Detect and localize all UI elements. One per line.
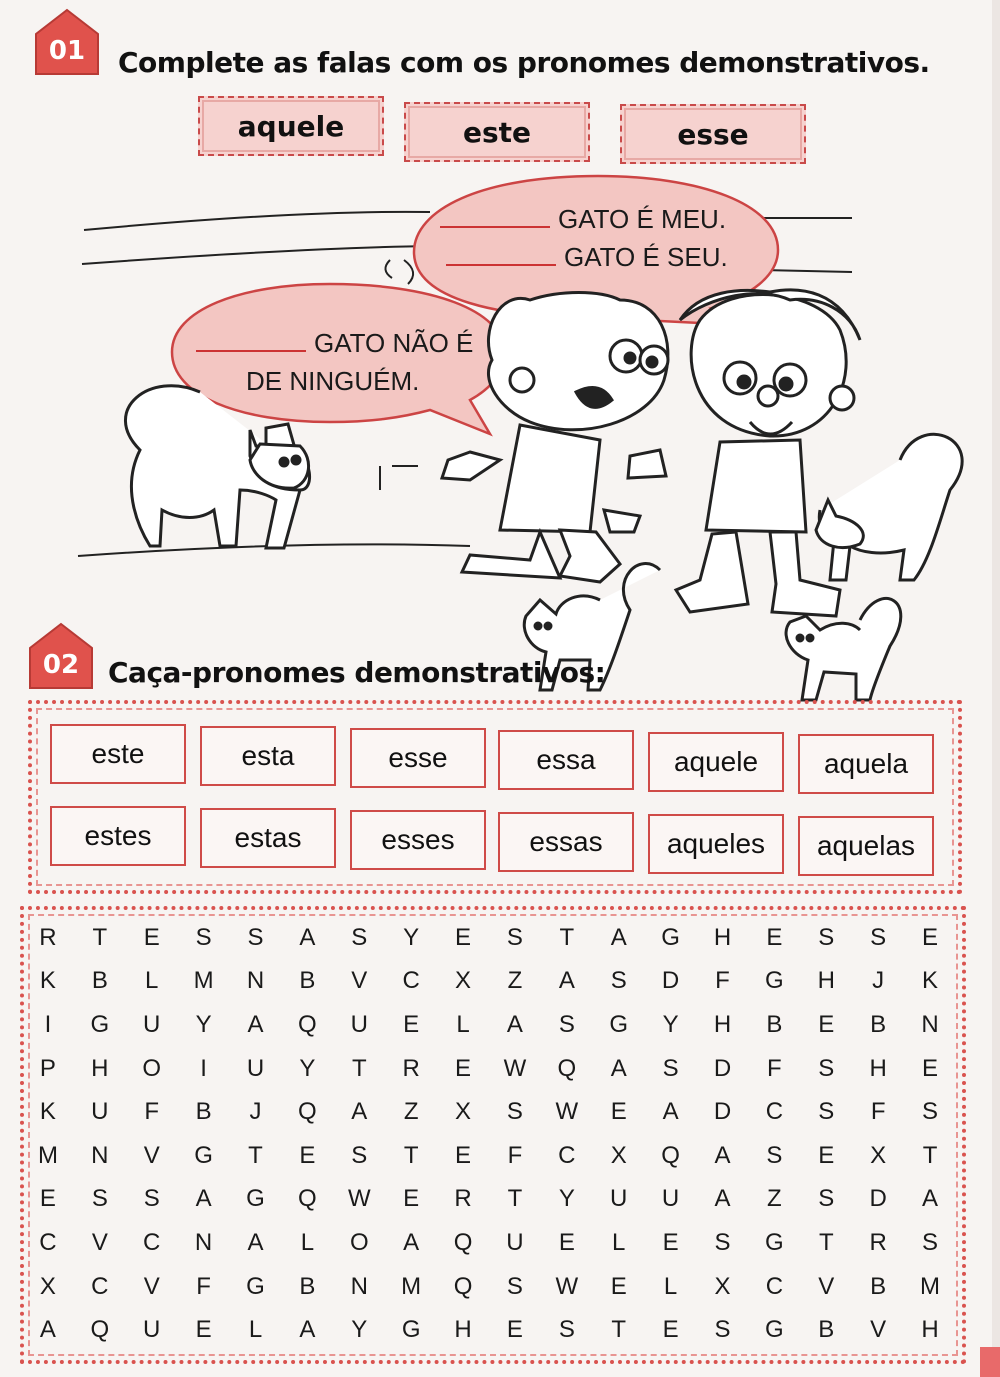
grid-letter[interactable]: N bbox=[194, 1228, 213, 1256]
grid-letter[interactable]: V bbox=[818, 1272, 835, 1300]
grid-letter[interactable]: X bbox=[714, 1272, 731, 1300]
grid-letter[interactable]: V bbox=[351, 967, 368, 995]
grid-letter[interactable]: D bbox=[713, 1054, 732, 1082]
grid-letter[interactable]: U bbox=[143, 1010, 161, 1038]
speech-right-line-1 bbox=[440, 204, 726, 235]
grid-letter[interactable]: T bbox=[559, 923, 575, 951]
grid-letter[interactable]: H bbox=[91, 1054, 109, 1082]
grid-letter[interactable]: M bbox=[37, 1141, 58, 1169]
grid-letter[interactable]: F bbox=[715, 967, 730, 995]
grid-letter[interactable]: E bbox=[922, 1054, 939, 1082]
grid-letter[interactable]: T bbox=[922, 1141, 938, 1169]
grid-letter[interactable]: Y bbox=[558, 1185, 575, 1213]
grid-letter[interactable]: R bbox=[869, 1228, 887, 1256]
grid-letter[interactable]: R bbox=[454, 1185, 472, 1213]
grid-letter[interactable]: E bbox=[455, 1141, 472, 1169]
grid-letter[interactable]: Y bbox=[351, 1316, 368, 1344]
grid-letter[interactable]: X bbox=[455, 967, 472, 995]
speech-left-text-1: GATO NÃO É bbox=[314, 328, 474, 358]
grid-letter[interactable]: S bbox=[506, 923, 523, 951]
grid-letter[interactable]: G bbox=[765, 1316, 784, 1344]
pronoun-box: aquelas bbox=[798, 816, 934, 876]
grid-letter[interactable]: Y bbox=[299, 1054, 316, 1082]
grid-letter[interactable]: A bbox=[403, 1228, 420, 1256]
exercise-2-title: Caça-pronomes demonstrativos: bbox=[108, 656, 606, 689]
exercise-1-title: Complete as falas com os pronomes demonstrativos. bbox=[118, 46, 930, 79]
grid-letter[interactable]: L bbox=[456, 1010, 470, 1038]
grid-letter[interactable]: S bbox=[558, 1316, 575, 1344]
grid-letter[interactable]: X bbox=[455, 1098, 472, 1126]
grid-letter[interactable]: U bbox=[610, 1185, 628, 1213]
grid-letter[interactable]: A bbox=[558, 967, 575, 995]
grid-letter[interactable]: B bbox=[299, 967, 316, 995]
grid-letter[interactable]: H bbox=[454, 1316, 472, 1344]
grid-letter[interactable]: B bbox=[870, 1272, 887, 1300]
grid-letter[interactable]: Y bbox=[195, 1010, 212, 1038]
grid-letter[interactable]: O bbox=[142, 1054, 162, 1082]
grid-letter[interactable]: Q bbox=[661, 1141, 680, 1169]
grid-letter[interactable]: B bbox=[818, 1316, 835, 1344]
grid-letter[interactable]: Y bbox=[403, 923, 420, 951]
pronoun-box: aquele bbox=[648, 732, 784, 792]
pronoun-box: esses bbox=[350, 810, 486, 870]
grid-letter[interactable]: E bbox=[662, 1316, 679, 1344]
grid-letter[interactable]: A bbox=[247, 1010, 264, 1038]
grid-letter[interactable]: D bbox=[713, 1098, 732, 1126]
grid-letter[interactable]: T bbox=[351, 1054, 367, 1082]
grid-letter[interactable]: V bbox=[143, 1272, 160, 1300]
grid-letter[interactable]: S bbox=[91, 1185, 108, 1213]
grid-letter[interactable]: C bbox=[558, 1141, 576, 1169]
grid-letter[interactable]: H bbox=[713, 1010, 732, 1038]
grid-letter[interactable]: S bbox=[714, 1228, 731, 1256]
grid-letter[interactable]: I bbox=[200, 1054, 207, 1082]
speech-right-text-2: GATO É SEU. bbox=[564, 242, 728, 272]
grid-letter[interactable]: Q bbox=[90, 1316, 110, 1344]
grid-letter[interactable]: F bbox=[144, 1098, 160, 1126]
grid-letter[interactable]: V bbox=[870, 1316, 887, 1344]
exercise-2-badge bbox=[28, 622, 94, 690]
speech-right-line-2 bbox=[446, 242, 728, 273]
exercise-1-badge bbox=[34, 8, 100, 76]
pronoun-box: estes bbox=[50, 806, 186, 866]
grid-letter[interactable]: Q bbox=[557, 1054, 577, 1082]
grid-letter[interactable]: H bbox=[921, 1316, 939, 1344]
grid-letter[interactable]: B bbox=[766, 1010, 783, 1038]
grid-letter[interactable]: S bbox=[351, 1141, 368, 1169]
grid-letter[interactable]: L bbox=[612, 1228, 626, 1256]
grid-letter[interactable]: P bbox=[39, 1054, 56, 1082]
grid-letter[interactable]: A bbox=[247, 1228, 264, 1256]
grid-letter[interactable]: E bbox=[558, 1228, 575, 1256]
grid-letter[interactable]: E bbox=[506, 1316, 523, 1344]
grid-letter[interactable]: S bbox=[558, 1010, 575, 1038]
grid-letter[interactable]: S bbox=[662, 1054, 679, 1082]
grid-letter[interactable]: A bbox=[39, 1316, 56, 1344]
grid-letter[interactable]: S bbox=[818, 1098, 835, 1126]
grid-letter[interactable]: S bbox=[766, 1141, 783, 1169]
grid-letter[interactable]: G bbox=[90, 1010, 110, 1038]
grid-letter[interactable]: X bbox=[610, 1141, 627, 1169]
grid-letter[interactable]: E bbox=[403, 1185, 420, 1213]
grid-letter[interactable]: T bbox=[92, 923, 108, 951]
grid-letter[interactable]: G bbox=[609, 1010, 629, 1038]
grid-letter[interactable]: C bbox=[765, 1098, 784, 1126]
grid-letter[interactable]: S bbox=[506, 1098, 523, 1126]
grid-letter[interactable]: V bbox=[143, 1141, 160, 1169]
grid-letter[interactable]: T bbox=[818, 1228, 834, 1256]
pronoun-box: esta bbox=[200, 726, 336, 786]
grid-letter[interactable]: S bbox=[351, 923, 368, 951]
grid-letter[interactable]: N bbox=[350, 1272, 368, 1300]
grid-letter[interactable]: Z bbox=[507, 967, 523, 995]
grid-letter[interactable]: C bbox=[402, 967, 420, 995]
grid-letter[interactable]: A bbox=[610, 923, 627, 951]
grid-letter[interactable]: Y bbox=[662, 1010, 679, 1038]
grid-letter[interactable]: Q bbox=[453, 1228, 473, 1256]
grid-letter[interactable]: E bbox=[922, 923, 939, 951]
grid-letter[interactable]: Q bbox=[453, 1272, 473, 1300]
word-search-grid bbox=[22, 916, 956, 1352]
pronoun-box: aqueles bbox=[648, 814, 784, 874]
grid-letter[interactable]: L bbox=[248, 1316, 263, 1344]
exercise-2-number: 02 bbox=[42, 650, 80, 680]
speech-left-text-2: DE NINGUÉM. bbox=[246, 366, 420, 396]
grid-letter[interactable]: W bbox=[555, 1272, 579, 1300]
grid-letter[interactable]: G bbox=[661, 923, 680, 951]
grid-letter[interactable]: S bbox=[818, 1185, 835, 1213]
grid-letter[interactable]: L bbox=[663, 1272, 678, 1300]
grid-letter[interactable]: S bbox=[714, 1316, 731, 1344]
grid-letter[interactable]: A bbox=[610, 1054, 627, 1082]
grid-letter[interactable]: U bbox=[246, 1054, 265, 1082]
grid-letter[interactable]: E bbox=[818, 1141, 835, 1169]
grid-letter[interactable]: C bbox=[765, 1272, 784, 1300]
grid-letter[interactable]: M bbox=[920, 1272, 941, 1300]
grid-letter[interactable]: A bbox=[351, 1098, 368, 1126]
grid-letter[interactable]: Q bbox=[298, 1010, 317, 1038]
grid-letter[interactable]: A bbox=[714, 1185, 731, 1213]
page-edge bbox=[992, 0, 1000, 1377]
grid-letter[interactable]: M bbox=[193, 967, 214, 995]
grid-letter[interactable]: R bbox=[39, 923, 57, 951]
grid-letter[interactable]: B bbox=[91, 967, 108, 995]
grid-letter[interactable]: V bbox=[91, 1228, 108, 1256]
grid-letter[interactable]: A bbox=[506, 1010, 523, 1038]
grid-letter[interactable]: T bbox=[248, 1141, 263, 1169]
grid-letter[interactable]: T bbox=[403, 1141, 419, 1169]
grid-letter[interactable]: S bbox=[247, 923, 264, 951]
pronoun-box: aquela bbox=[798, 734, 934, 794]
grid-letter[interactable]: U bbox=[91, 1098, 109, 1126]
grid-letter[interactable]: U bbox=[143, 1316, 161, 1344]
speech-right-text-1: GATO É MEU. bbox=[558, 204, 727, 234]
grid-letter[interactable]: S bbox=[195, 923, 212, 951]
grid-letter[interactable]: W bbox=[347, 1185, 371, 1213]
grid-letter[interactable]: E bbox=[195, 1316, 212, 1344]
grid-letter[interactable]: H bbox=[713, 923, 732, 951]
pronoun-box: este bbox=[50, 724, 186, 784]
pronoun-box: essa bbox=[498, 730, 634, 790]
grid-letter[interactable]: E bbox=[455, 923, 472, 951]
grid-letter[interactable]: J bbox=[872, 967, 885, 995]
grid-letter[interactable]: E bbox=[766, 923, 783, 951]
grid-letter[interactable]: D bbox=[661, 967, 680, 995]
grid-letter[interactable]: I bbox=[44, 1010, 52, 1038]
grid-letter[interactable]: G bbox=[765, 967, 784, 995]
grid-letter[interactable]: L bbox=[145, 967, 159, 995]
word-bank-item: este bbox=[404, 102, 590, 162]
grid-letter[interactable]: T bbox=[507, 1185, 523, 1213]
grid-letter[interactable]: E bbox=[455, 1054, 472, 1082]
grid-letter[interactable]: F bbox=[767, 1054, 782, 1082]
grid-letter[interactable]: Q bbox=[298, 1185, 317, 1213]
grid-letter[interactable]: H bbox=[817, 967, 835, 995]
grid-letter[interactable]: S bbox=[922, 1228, 939, 1256]
word-bank-item: esse bbox=[620, 104, 806, 164]
grid-letter[interactable]: G bbox=[246, 1185, 265, 1213]
grid-letter[interactable]: E bbox=[662, 1228, 679, 1256]
grid-letter[interactable]: U bbox=[506, 1228, 524, 1256]
grid-letter[interactable]: X bbox=[870, 1141, 887, 1169]
grid-letter[interactable]: T bbox=[611, 1316, 627, 1344]
grid-letter[interactable]: K bbox=[39, 1098, 56, 1126]
grid-letter[interactable]: Q bbox=[298, 1098, 317, 1126]
grid-letter[interactable]: S bbox=[506, 1272, 523, 1300]
pronoun-box: esse bbox=[350, 728, 486, 788]
grid-letter[interactable]: E bbox=[299, 1141, 316, 1169]
grid-letter[interactable]: S bbox=[870, 923, 887, 951]
grid-letter[interactable]: E bbox=[610, 1272, 627, 1300]
grid-letter[interactable]: S bbox=[818, 1054, 835, 1082]
answer-blank[interactable] bbox=[196, 328, 306, 352]
grid-letter[interactable]: J bbox=[249, 1098, 262, 1126]
grid-letter[interactable]: A bbox=[299, 923, 316, 951]
grid-letter[interactable]: C bbox=[91, 1272, 109, 1300]
grid-letter[interactable]: G bbox=[194, 1141, 213, 1169]
grid-letter[interactable]: Z bbox=[767, 1185, 782, 1213]
grid-letter[interactable]: B bbox=[195, 1098, 212, 1126]
grid-letter[interactable]: W bbox=[503, 1054, 527, 1082]
exercise-1-number: 01 bbox=[48, 36, 86, 66]
grid-letter[interactable]: E bbox=[143, 923, 160, 951]
grid-letter[interactable]: G bbox=[246, 1272, 265, 1300]
grid-letter[interactable]: F bbox=[870, 1098, 886, 1126]
grid-letter[interactable]: N bbox=[91, 1141, 109, 1169]
grid-letter[interactable]: A bbox=[299, 1316, 316, 1344]
grid-letter[interactable]: S bbox=[922, 1098, 939, 1126]
grid-letter[interactable]: U bbox=[350, 1010, 368, 1038]
pronoun-box: essas bbox=[498, 812, 634, 872]
grid-letter[interactable]: A bbox=[714, 1141, 731, 1169]
answer-blank[interactable] bbox=[446, 242, 556, 266]
grid-letter[interactable]: K bbox=[922, 967, 939, 995]
grid-letter[interactable]: U bbox=[661, 1185, 680, 1213]
answer-blank[interactable] bbox=[440, 204, 550, 228]
grid-letter[interactable]: Z bbox=[403, 1098, 419, 1126]
grid-letter[interactable]: W bbox=[555, 1098, 579, 1126]
grid-letter[interactable]: E bbox=[818, 1010, 835, 1038]
grid-letter[interactable]: S bbox=[818, 923, 835, 951]
grid-letter[interactable]: D bbox=[869, 1185, 887, 1213]
grid-letter[interactable]: G bbox=[401, 1316, 421, 1344]
grid-letter[interactable]: G bbox=[765, 1228, 784, 1256]
grid-letter[interactable]: B bbox=[870, 1010, 887, 1038]
grid-letter[interactable]: H bbox=[869, 1054, 887, 1082]
pronoun-box: estas bbox=[200, 808, 336, 868]
grid-letter[interactable]: S bbox=[610, 967, 627, 995]
grid-letter[interactable]: C bbox=[39, 1228, 57, 1256]
word-bank-item: aquele bbox=[198, 96, 384, 156]
grid-letter[interactable]: A bbox=[662, 1098, 679, 1126]
grid-letter[interactable]: F bbox=[507, 1141, 523, 1169]
speech-left-line-1 bbox=[196, 328, 473, 359]
grid-letter[interactable]: R bbox=[402, 1054, 420, 1082]
grid-letter[interactable]: L bbox=[300, 1228, 315, 1256]
grid-letter[interactable]: B bbox=[299, 1272, 316, 1300]
grid-letter[interactable]: C bbox=[143, 1228, 161, 1256]
grid-letter[interactable]: S bbox=[143, 1185, 160, 1213]
grid-letter[interactable]: K bbox=[39, 967, 56, 995]
corner-tab bbox=[980, 1347, 1000, 1377]
grid-letter[interactable]: N bbox=[246, 967, 265, 995]
grid-letter[interactable]: E bbox=[403, 1010, 420, 1038]
grid-letter[interactable]: O bbox=[349, 1228, 369, 1256]
grid-letter[interactable]: A bbox=[195, 1185, 212, 1213]
grid-letter[interactable]: E bbox=[39, 1185, 56, 1213]
grid-letter[interactable]: E bbox=[610, 1098, 627, 1126]
grid-letter[interactable]: N bbox=[921, 1010, 939, 1038]
grid-letter[interactable]: F bbox=[196, 1272, 211, 1300]
grid-letter[interactable]: X bbox=[39, 1272, 56, 1300]
grid-letter[interactable]: M bbox=[401, 1272, 422, 1300]
grid-letter[interactable]: A bbox=[922, 1185, 939, 1213]
